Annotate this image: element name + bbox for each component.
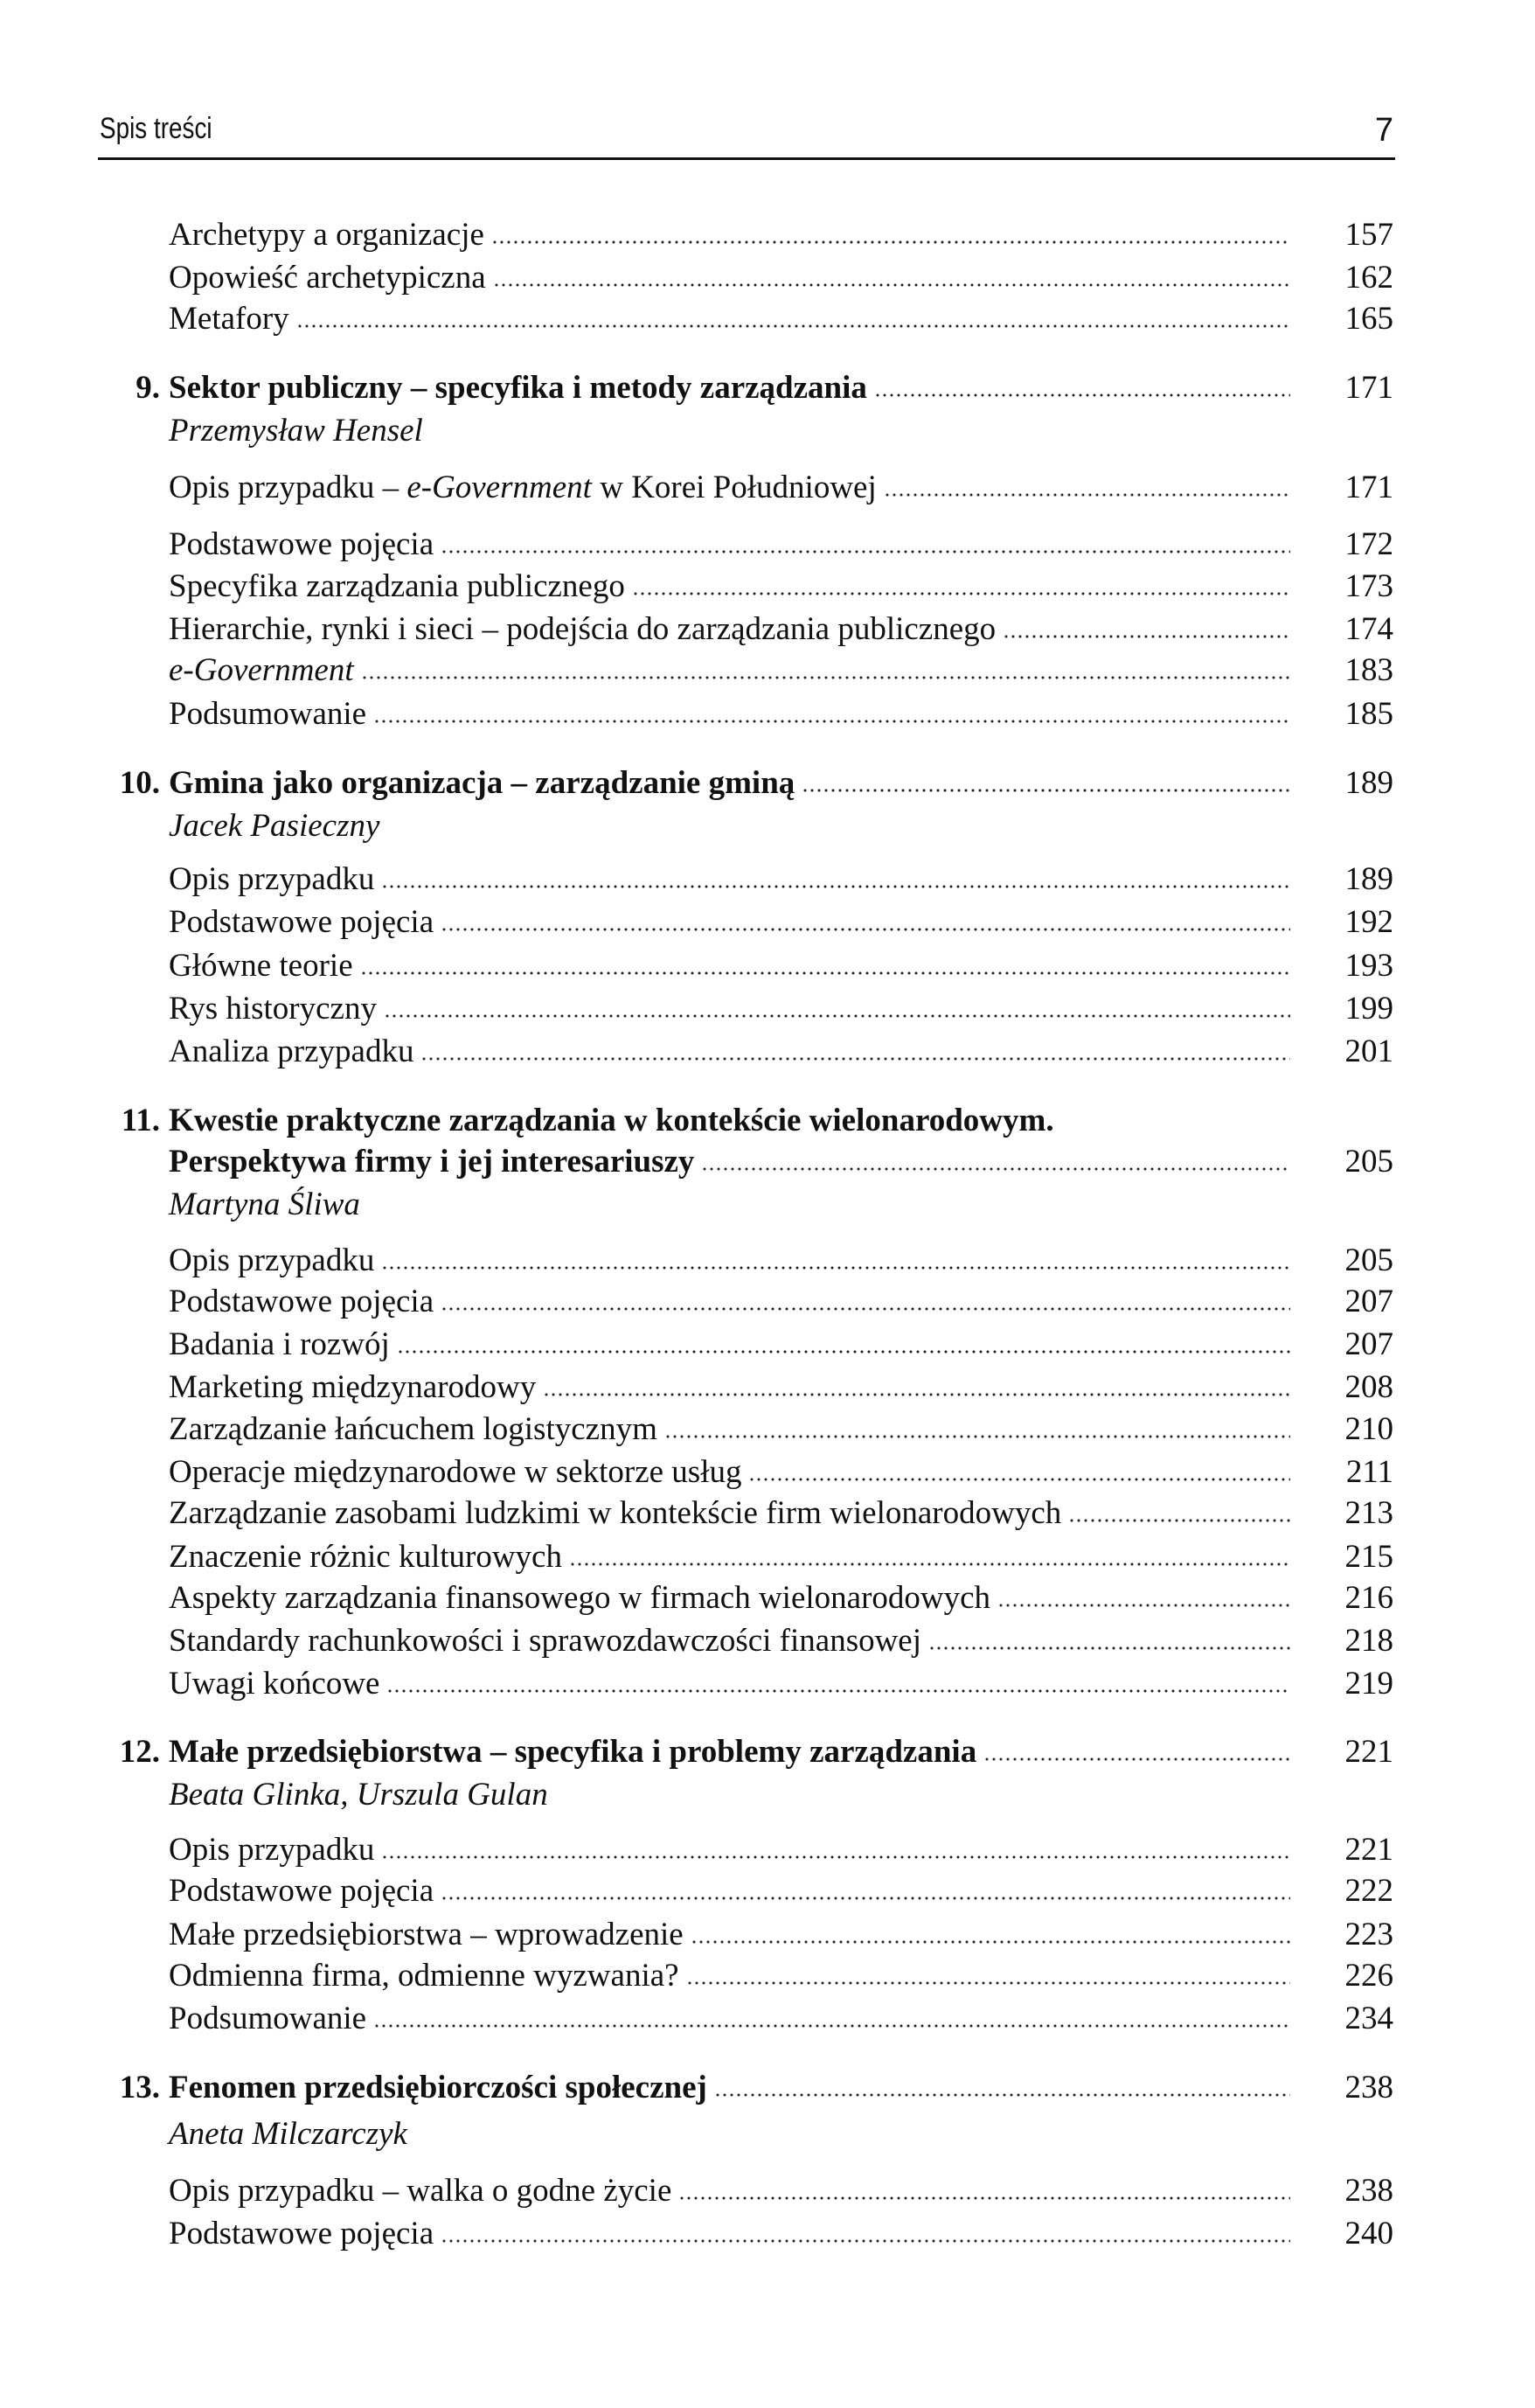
dot-leader (491, 240, 1290, 245)
entry-title-part: Podstawowe pojęcia (169, 1873, 434, 1909)
toc-section-entry (169, 1537, 1393, 1577)
entry-page-number: 238 (1344, 2070, 1393, 2105)
toc-section-entry (169, 1621, 1393, 1661)
entry-title (169, 2171, 671, 2211)
entry-page-number: 210 (1344, 1411, 1393, 1447)
dot-leader (381, 884, 1290, 889)
entry-title (169, 1915, 684, 1955)
entry-title (169, 763, 795, 804)
entry-title-part: Gmina jako organizacja – zarządzanie gminą (169, 765, 795, 801)
entry-title (169, 368, 867, 408)
toc-chapter-entry (121, 1101, 1393, 1141)
toc-section-entry (169, 1032, 1393, 1072)
entry-page-number: 216 (1344, 1580, 1393, 1616)
entry-page-number: 189 (1344, 861, 1393, 897)
dot-leader (691, 1939, 1290, 1945)
entry-page-number: 162 (1344, 260, 1393, 296)
toc-section-entry (169, 860, 1393, 900)
entry-title (169, 946, 353, 986)
entry-page-number: 157 (1344, 217, 1393, 253)
entry-title-part: Perspektywa firmy i jej interesariuszy (169, 1144, 695, 1180)
entry-title-part: Znaczenie różnic kulturowych (169, 1539, 562, 1575)
entry-title-part: Podstawowe pojęcia (169, 2216, 434, 2251)
entry-title-part: Podsumowanie (169, 2001, 367, 2036)
entry-title (169, 1830, 374, 1870)
entry-title (169, 609, 996, 650)
toc-section-entry (169, 258, 1393, 298)
entry-page-number: 183 (1344, 652, 1393, 688)
entry-title-part: Analiza przypadku (169, 1033, 414, 1069)
entry-page-number: 218 (1344, 1623, 1393, 1659)
toc-chapter-entry (119, 763, 1393, 804)
entry-page-number: 208 (1344, 1369, 1393, 1405)
toc-section-entry (169, 2171, 1393, 2211)
dot-leader (997, 1603, 1290, 1608)
entry-title (169, 215, 484, 255)
dot-leader (493, 282, 1290, 288)
entry-page-number: 201 (1344, 1033, 1393, 1069)
chapter-author: Martyna Śliwa (169, 1187, 360, 1222)
entry-title (169, 902, 434, 943)
entry-title (169, 1956, 679, 1996)
entry-title (169, 468, 877, 508)
entry-title (169, 1999, 366, 2039)
toc-section-entry (169, 1664, 1393, 1704)
toc-section-entry (169, 1282, 1393, 1322)
dot-leader (373, 719, 1290, 724)
entry-title (169, 1452, 741, 1493)
entry-title-part: Operacje międzynarodowe w sektorze usług (169, 1454, 742, 1490)
toc-section-entry (169, 468, 1393, 508)
entry-title (169, 1409, 657, 1450)
entry-title (169, 2068, 707, 2108)
entry-title-part: Opis przypadku (169, 1832, 375, 1868)
entry-title-part: Kwestie praktyczne zarządzania w kontekście wielonarodowym. (169, 1103, 1054, 1138)
dot-leader (386, 1688, 1290, 1694)
entry-page-number: 207 (1344, 1326, 1393, 1362)
toc-section-entry (169, 1368, 1393, 1408)
entry-title-part: Uwagi końcowe (169, 1666, 380, 1702)
dot-leader (397, 1349, 1290, 1354)
entry-title-part: Odmienna firma, odmienne wyzwania? (169, 1958, 679, 1994)
entry-title-part: Standardy rachunkowości i sprawozdawczości finansowej (169, 1623, 922, 1659)
entry-page-number: 199 (1344, 991, 1393, 1027)
entry-title-part: Opis przypadku – walka o godne życie (169, 2173, 672, 2209)
entry-title-part: Fenomen przedsiębiorczości społecznej (169, 2070, 707, 2105)
chapter-number: 10. (119, 765, 160, 801)
toc-section-entry (169, 946, 1393, 986)
dot-leader (441, 549, 1290, 554)
entry-page-number: 213 (1344, 1495, 1393, 1531)
toc-section-entry (169, 1871, 1393, 1911)
running-header-title: Spis treści (100, 112, 212, 145)
entry-title (169, 1732, 976, 1772)
toc-section-entry (169, 215, 1393, 255)
dot-leader (420, 1056, 1290, 1061)
entry-page-number: 226 (1344, 1958, 1393, 1994)
entry-page-number: 171 (1344, 470, 1393, 505)
dot-leader (983, 1757, 1290, 1762)
entry-page-number: 172 (1344, 526, 1393, 562)
entry-page-number: 211 (1345, 1454, 1393, 1490)
entry-title (169, 525, 434, 565)
entry-title (169, 1537, 562, 1577)
dot-leader (361, 675, 1290, 680)
entry-title-part: Podstawowe pojęcia (169, 526, 434, 562)
chapter-author: Jacek Pasieczny (169, 808, 380, 844)
chapter-number: 9. (135, 370, 160, 406)
toc-chapter-entry (135, 368, 1393, 408)
header-rule (98, 157, 1395, 160)
dot-leader (441, 927, 1290, 932)
entry-title (169, 1621, 921, 1661)
entry-page-number: 222 (1344, 1873, 1393, 1909)
entry-title (169, 1368, 536, 1408)
entry-page-number: 193 (1344, 948, 1393, 984)
entry-title-part: Zarządzanie łańcuchem logistycznym (169, 1411, 657, 1447)
entry-page-number: 234 (1344, 2001, 1393, 2036)
entry-page-number: 165 (1344, 301, 1393, 337)
entry-page-number: 171 (1344, 370, 1393, 406)
entry-page-number: 240 (1344, 2216, 1393, 2251)
entry-title-part: Specyfika zarządzania publicznego (169, 568, 625, 604)
dot-leader (1003, 634, 1290, 639)
dot-leader (802, 788, 1290, 793)
entry-page-number: 215 (1344, 1539, 1393, 1575)
entry-title (169, 258, 486, 298)
entry-title-part: Małe przedsiębiorstwa – wprowadzenie (169, 1917, 684, 1952)
entry-title-part: e-Government (169, 652, 354, 688)
entry-title (169, 1032, 413, 1072)
entry-title-part: Podsumowanie (169, 696, 367, 732)
entry-title-part: Opowieść archetypiczna (169, 260, 486, 296)
toc-section-entry (169, 1452, 1393, 1493)
chapter-author: Aneta Milczarczyk (169, 2116, 407, 2152)
dot-leader (360, 971, 1290, 976)
toc-section-entry (169, 1578, 1393, 1618)
toc-section-entry (169, 609, 1393, 650)
entry-title (169, 860, 374, 900)
toc-section-entry (169, 1915, 1393, 1955)
entry-title (169, 1282, 434, 1322)
entry-page-number: 185 (1344, 696, 1393, 732)
dot-leader (714, 2092, 1290, 2098)
entry-title (169, 989, 377, 1029)
toc-section-entry (169, 2214, 1393, 2254)
page-number: 7 (1374, 112, 1393, 149)
entry-page-number: 205 (1344, 1242, 1393, 1278)
toc-section-entry (169, 1325, 1393, 1365)
entry-page-number: 238 (1344, 2173, 1393, 2209)
entry-page-number: 221 (1344, 1832, 1393, 1868)
entry-title-part: Aspekty zarządzania finansowego w firmach wielonarodowych (169, 1580, 991, 1616)
entry-title (169, 1578, 990, 1618)
entry-page-number: 174 (1344, 611, 1393, 647)
dot-leader (384, 1013, 1290, 1019)
dot-leader (632, 591, 1290, 596)
entry-title (169, 1142, 694, 1182)
dot-leader (928, 1646, 1290, 1651)
chapter-author: Beata Glinka, Urszula Gulan (169, 1777, 548, 1813)
toc-section-entry (169, 1241, 1393, 1281)
toc-section-entry (169, 694, 1393, 734)
toc-section-entry (169, 567, 1393, 607)
dot-leader (1068, 1518, 1290, 1523)
entry-title-part: Hierarchie, rynki i sieci – podejścia do zarządzania publicznego (169, 611, 997, 647)
entry-title-part: Sektor publiczny – specyfika i metody zarządzania (169, 370, 867, 406)
entry-title-part: Małe przedsiębiorstwa – specyfika i problemy zarządzania (169, 1734, 977, 1770)
entry-title-part: Metafory (169, 301, 289, 337)
entry-page-number: 207 (1344, 1284, 1393, 1319)
dot-leader (381, 1855, 1290, 1860)
entry-title (169, 567, 625, 607)
dot-leader (373, 2023, 1290, 2029)
entry-page-number: 223 (1344, 1917, 1393, 1952)
entry-page-number: 173 (1344, 568, 1393, 604)
toc-chapter-entry (169, 1142, 1393, 1182)
toc-section-entry (169, 651, 1393, 691)
dot-leader (748, 1477, 1290, 1482)
entry-title-part: Opis przypadku (169, 861, 375, 897)
toc-chapter-entry (119, 2068, 1393, 2108)
entry-page-number: 192 (1344, 904, 1393, 940)
dot-leader (701, 1166, 1290, 1172)
dot-leader (441, 1896, 1290, 1901)
entry-page-number: 205 (1344, 1144, 1393, 1180)
toc-section-entry (169, 989, 1393, 1029)
dot-leader (441, 2238, 1290, 2244)
toc-section-entry (169, 902, 1393, 943)
toc-section-entry (169, 1999, 1393, 2039)
dot-leader (686, 1980, 1290, 1986)
toc-section-entry (169, 1956, 1393, 1996)
chapter-number: 13. (119, 2070, 160, 2105)
entry-title-part: e-Government (406, 470, 592, 505)
dot-leader (441, 1306, 1290, 1312)
dot-leader (874, 393, 1290, 398)
entry-title-part: Rys historyczny (169, 991, 377, 1027)
entry-title-part: Zarządzanie zasobami ludzkimi w kontekście firm wielonarodowych (169, 1495, 1062, 1531)
entry-title (169, 1241, 374, 1281)
toc-section-entry (169, 1493, 1393, 1534)
entry-title-part: Opis przypadku (169, 1242, 375, 1278)
dot-leader (296, 324, 1290, 329)
chapter-author: Przemysław Hensel (169, 413, 423, 449)
dot-leader (569, 1562, 1290, 1567)
toc-section-entry (169, 1409, 1393, 1450)
entry-title-part: w Korei Południowej (591, 470, 877, 505)
entry-title-part: Podstawowe pojęcia (169, 1284, 434, 1319)
chapter-number: 11. (121, 1103, 160, 1138)
entry-title (169, 299, 289, 339)
entry-title-part: Marketing międzynarodowy (169, 1369, 537, 1405)
chapter-number: 12. (119, 1734, 160, 1770)
entry-title-part: Podstawowe pojęcia (169, 904, 434, 940)
dot-leader (381, 1265, 1290, 1270)
entry-title (169, 1325, 390, 1365)
dot-leader (543, 1392, 1290, 1397)
entry-title-part: Badania i rozwój (169, 1326, 390, 1362)
entry-title (169, 1664, 379, 1704)
toc-section-entry (169, 1830, 1393, 1870)
entry-page-number: 219 (1344, 1666, 1393, 1702)
dot-leader (678, 2196, 1290, 2201)
entry-title-part: Opis przypadku – (169, 470, 407, 505)
entry-page-number: 221 (1344, 1734, 1393, 1770)
dot-leader (884, 492, 1290, 498)
entry-title (169, 1871, 434, 1911)
entry-title (169, 651, 354, 691)
entry-title-part: Główne teorie (169, 948, 353, 984)
dot-leader (664, 1434, 1290, 1439)
entry-title (169, 2214, 434, 2254)
toc-section-entry (169, 525, 1393, 565)
entry-page-number: 189 (1344, 765, 1393, 801)
entry-title-part: Archetypy a organizacje (169, 217, 484, 253)
entry-title (169, 1101, 1054, 1141)
toc-section-entry (169, 299, 1393, 339)
entry-title (169, 1493, 1061, 1534)
entry-title (169, 694, 366, 734)
toc-chapter-entry (119, 1732, 1393, 1772)
